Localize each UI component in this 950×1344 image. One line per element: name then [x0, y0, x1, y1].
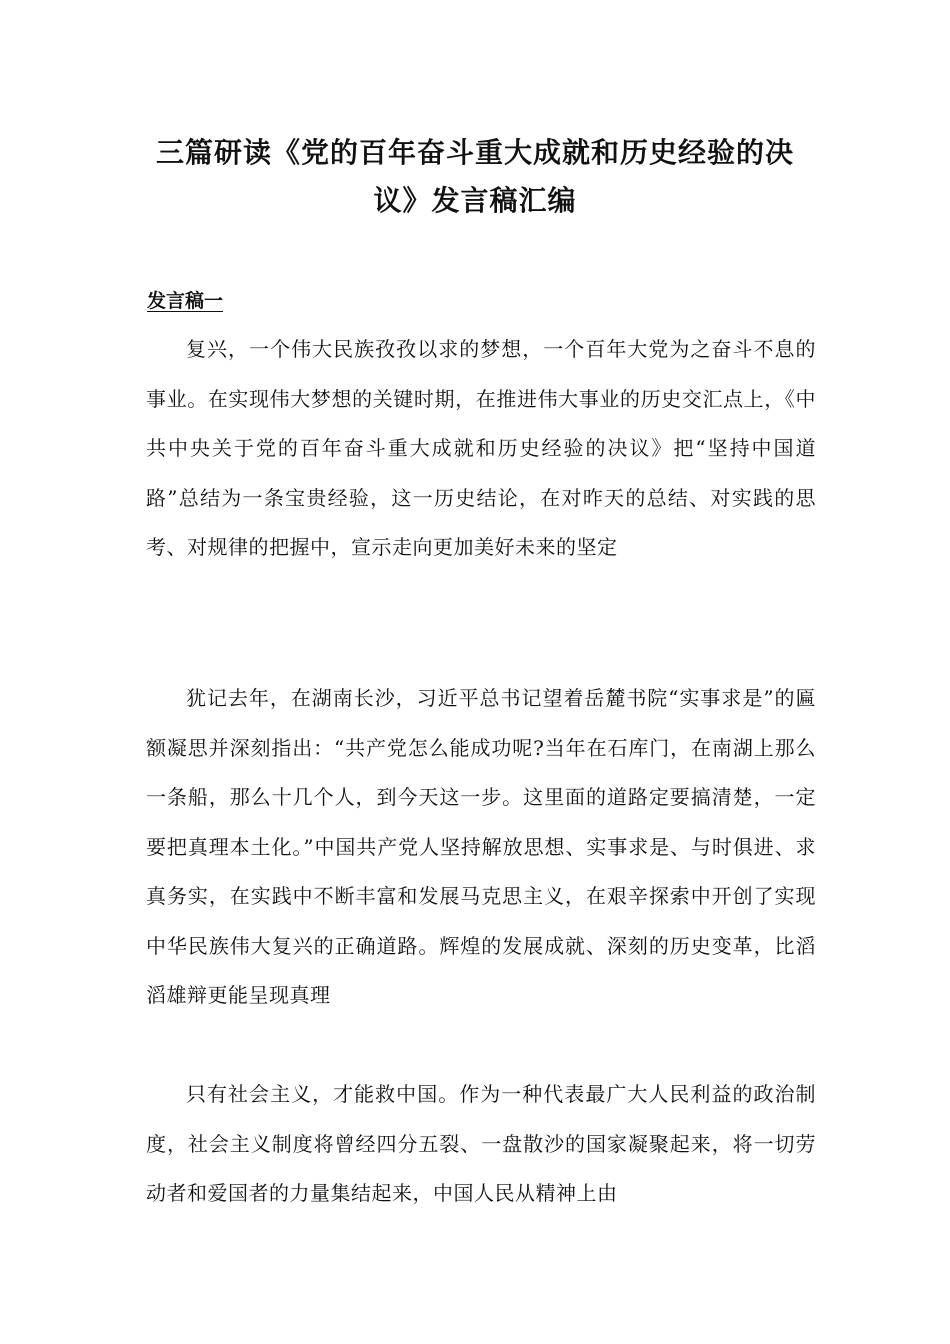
paragraph-3: 只有社会主义，才能救中国。作为一种代表最广大人民利益的政治制度，社会主义制度将曾经四分五裂、一盘散沙的国家凝聚起来，将一切劳动者和爱国者的力量集结起来，中国人民从精神上由 [146, 1082, 816, 1205]
paragraph-1: 复兴，一个伟大民族孜孜以求的梦想，一个百年大党为之奋斗不息的事业。在实现伟大梦想的关键时期，在推进伟大事业的历史交汇点上，《中共中央关于党的百年奋斗重大成就和历史经验的决议》把“坚持中国道路”总结为一条宝贵经验，这一历史结论，在对昨天的总结、对实践的思考、对规律的把握中，宣示走向更加美好未来的坚定 [146, 337, 816, 559]
section-heading: 发言稿一 [147, 290, 224, 312]
paragraph-2: 犹记去年，在湖南长沙，习近平总书记望着岳麓书院“实事求是”的匾额凝思并深刻指出：“共产党怎么能成功呢?当年在石库门，在南湖上那么一条船，那么十几个人，到今天这一步。这里面的道路定要搞清楚，一定要把真理本土化。”中国共产党人坚持解放思想、实事求是、与时俱进、求真务实，在实践中不断丰富和发展马克思主义，在艰辛探索中开创了实现中华民族伟大复兴的正确道路。辉煌的发展成就、深刻的历史变革，比滔滔雄辩更能呈现真理 [146, 686, 816, 1007]
document-title-line-1: 三篇研读《党的百年奋斗重大成就和历史经验的决 [155, 136, 794, 169]
document-title-line-2: 议》发言稿汇编 [373, 184, 577, 217]
